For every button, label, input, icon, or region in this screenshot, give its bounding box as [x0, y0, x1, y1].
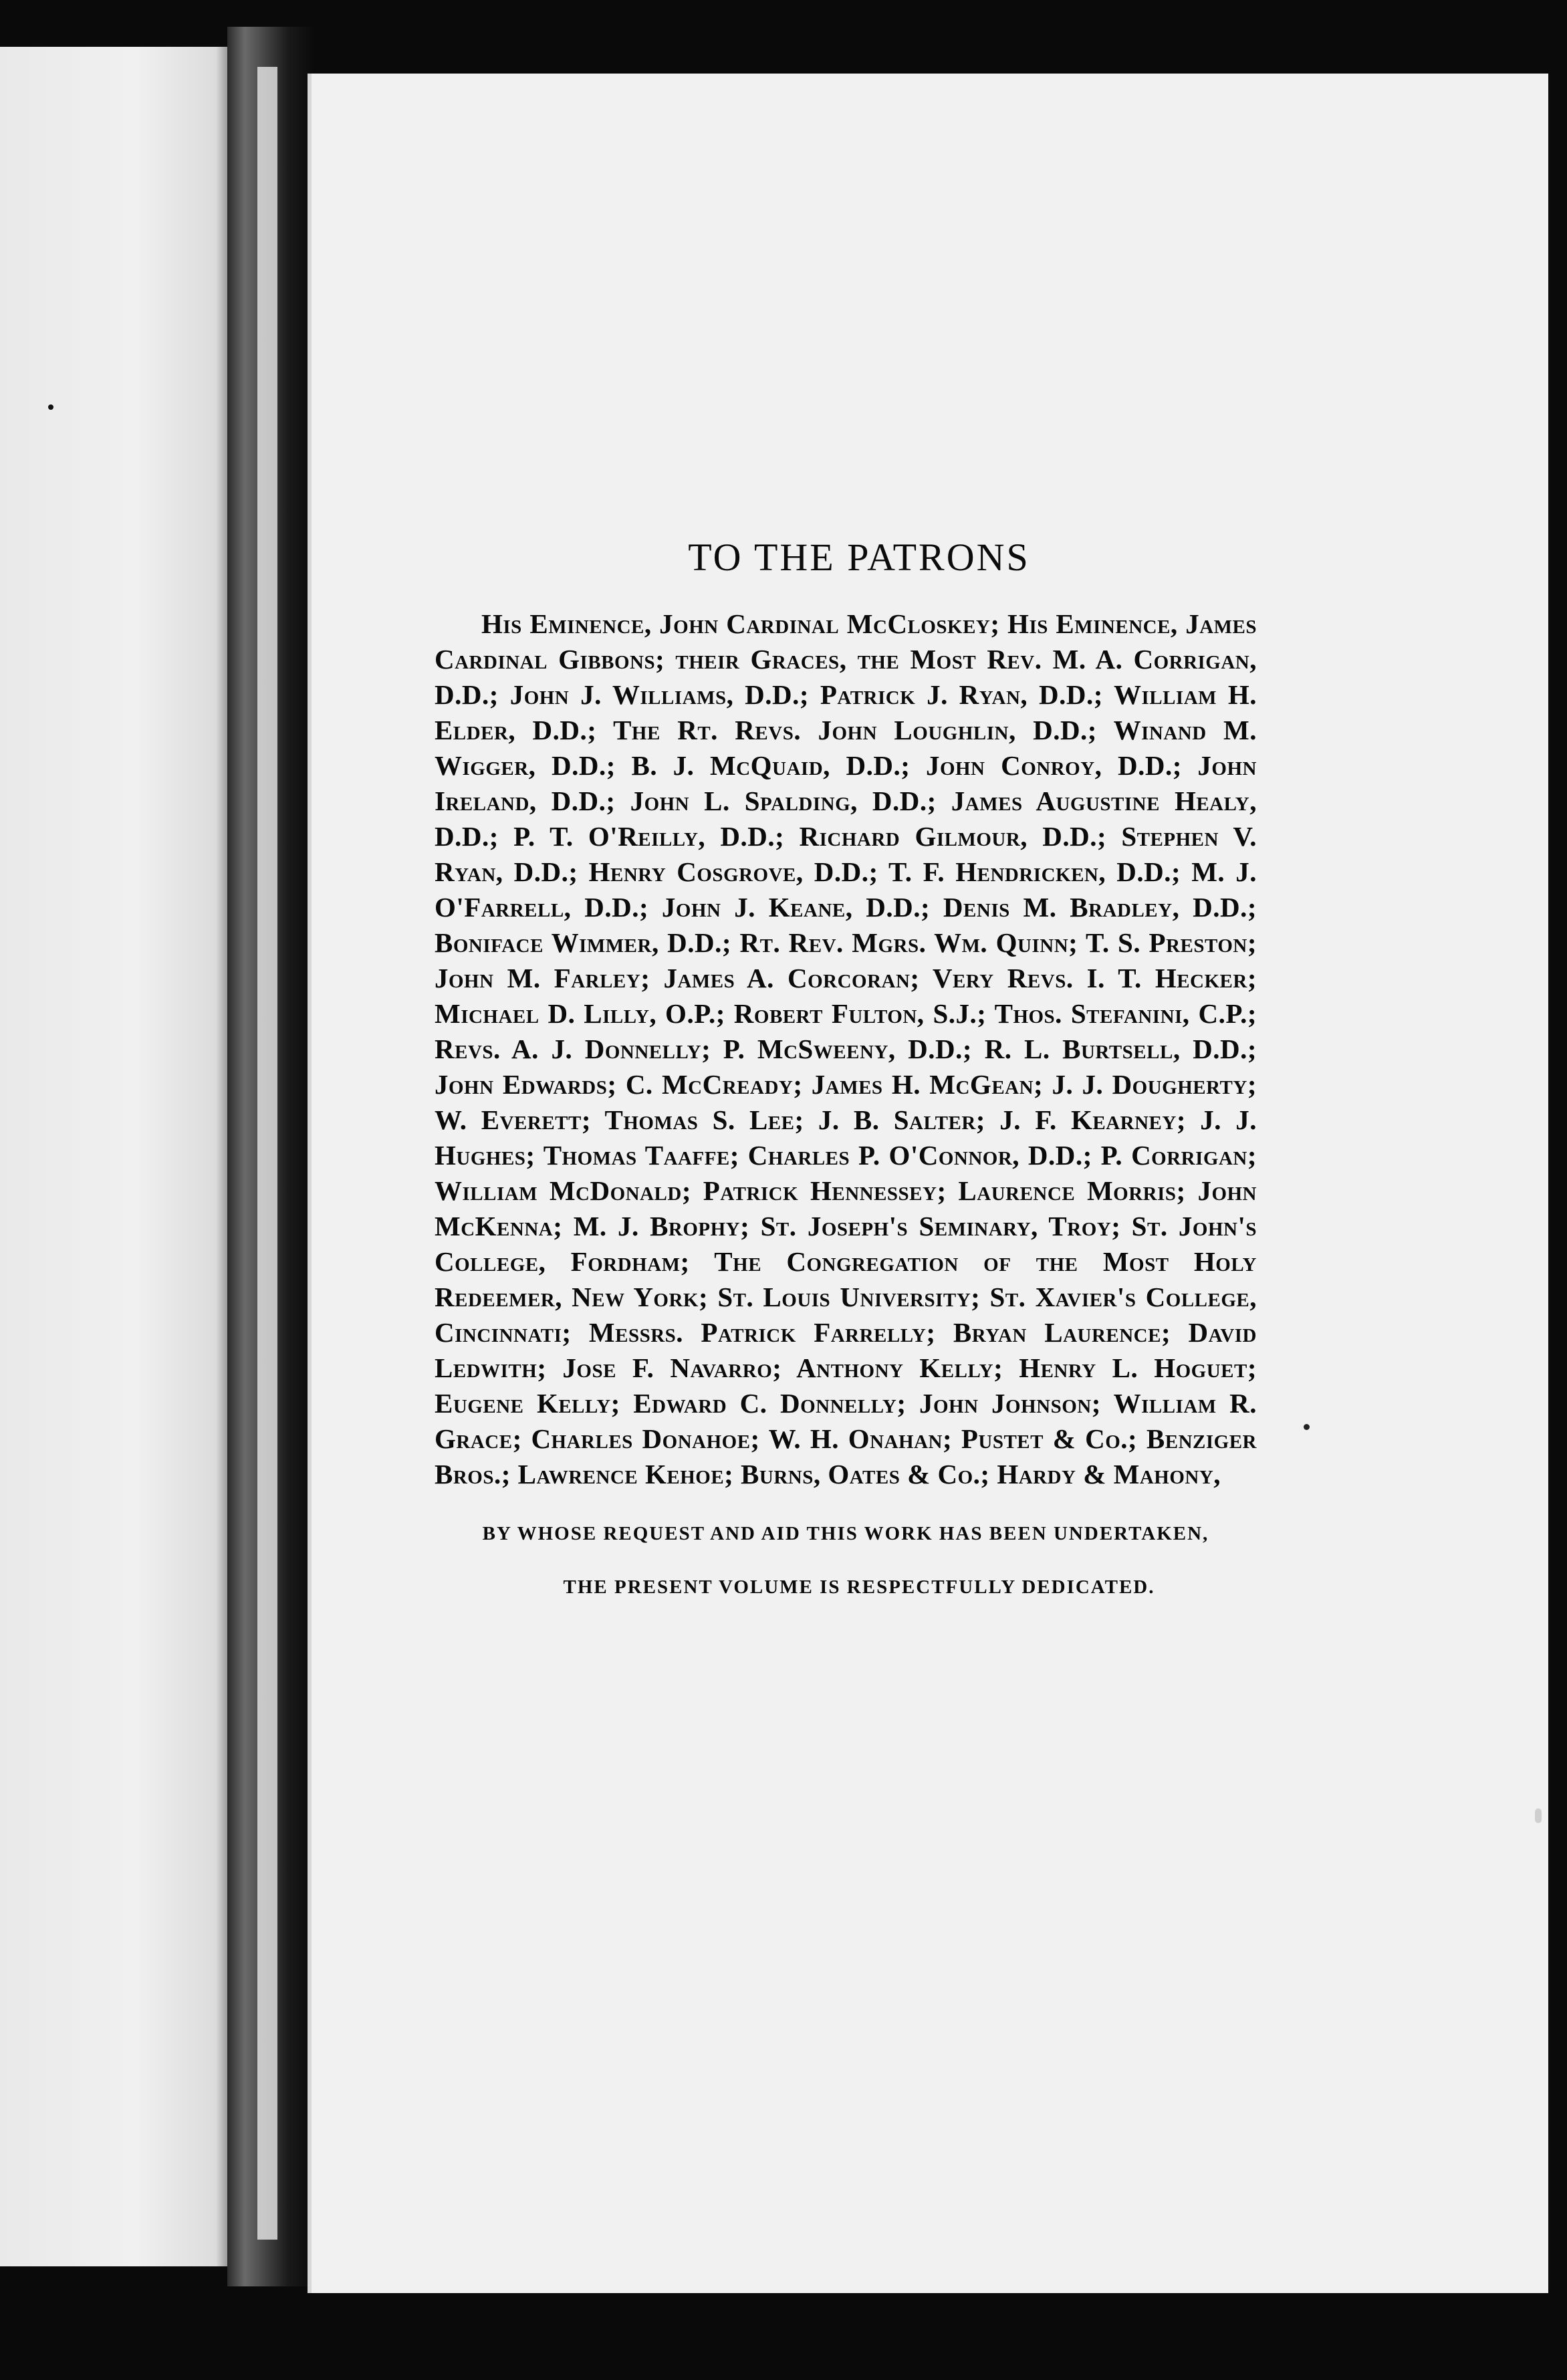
edge-mark: [1535, 1808, 1542, 1823]
dedication-statement: [435, 1522, 1257, 1599]
dedication-line-2: THE PRESENT VOLUME IS RESPECTFULLY DEDICATED.: [563, 1576, 1155, 1598]
patrons-list: His Eminence, John Cardinal McCloskey; His Eminence, James Cardinal Gibbons; their Graces, the Most Rev. M. A. Corrigan, D.D.; John J. Williams, D.D.; Patrick J. Ryan, D.D.; William H. Elder, D.D.; The Rt. Revs. John Loughlin, D.D.; Winand M. Wigger, D.D.; B. J. McQuaid, D.D.; John Conroy, D.D.; John Ireland, D.D.; John L. Spalding, D.D.; James Augustine Healy, D.D.; P. T. O'Reilly, D.D.; Richard Gilmour, D.D.; Stephen V. Ryan, D.D.; Henry Cosgrove, D.D.; T. F. Hendricken, D.D.; M. J. O'Farrell, D.D.; John J. Keane, D.D.; Denis M. Bradley, D.D.; Boniface Wimmer, D.D.; Rt. Rev. Mgrs. Wm. Quinn; T. S. Preston; John M. Farley; James A. Corcoran; Very Revs. I. T. Hecker; Michael D. Lilly, O.P.; Robert Fulton, S.J.; Thos. Stefanini, C.P.; Revs. A. J. Donnelly; P. McSweeny, D.D.; R. L. Burtsell, D.D.; John Edwards; C. McCready; James H. McGean; J. J. Dougherty; W. Everett; Thomas S. Lee; J. B. Salter; J. F. Kearney; J. J. Hughes; Thomas Taaffe; Charles P. O'Connor, D.D.; P. Corrigan; William McDonald; Patrick Hennessey; Laurence Morris; John McKenna; M. J. Brophy; St. Joseph's Seminary, Troy; St. John's College, Fordham; The Congregation of the Most Holy Redeemer, New York; St. Louis University; St. Xavier's College, Cincinnati; Messrs. Patrick Farrelly; Bryan Laurence; David Ledwith; Jose F. Navarro; Anthony Kelly; Henry L. Hoguet; Eugene Kelly; Edward C. Donnelly; John Johnson; William R. Grace; Charles Donahoe; W. H. Onahan; Pustet & Co.; Benziger Bros.; Lawrence Kehoe; Burns, Oates & Co.; Hardy & Mahony,: [435, 608, 1257, 1490]
gutter-strip: [257, 67, 277, 2240]
page-title: TO THE PATRONS: [688, 536, 1030, 579]
dedication-line-1: BY WHOSE REQUEST AND AID THIS WORK HAS BEEN UNDERTAKEN,: [482, 1523, 1209, 1544]
ink-speck: [1304, 1424, 1310, 1430]
left-page: [0, 47, 227, 2266]
ink-speck: [48, 404, 53, 410]
dedication-page-content: [435, 535, 1257, 1599]
